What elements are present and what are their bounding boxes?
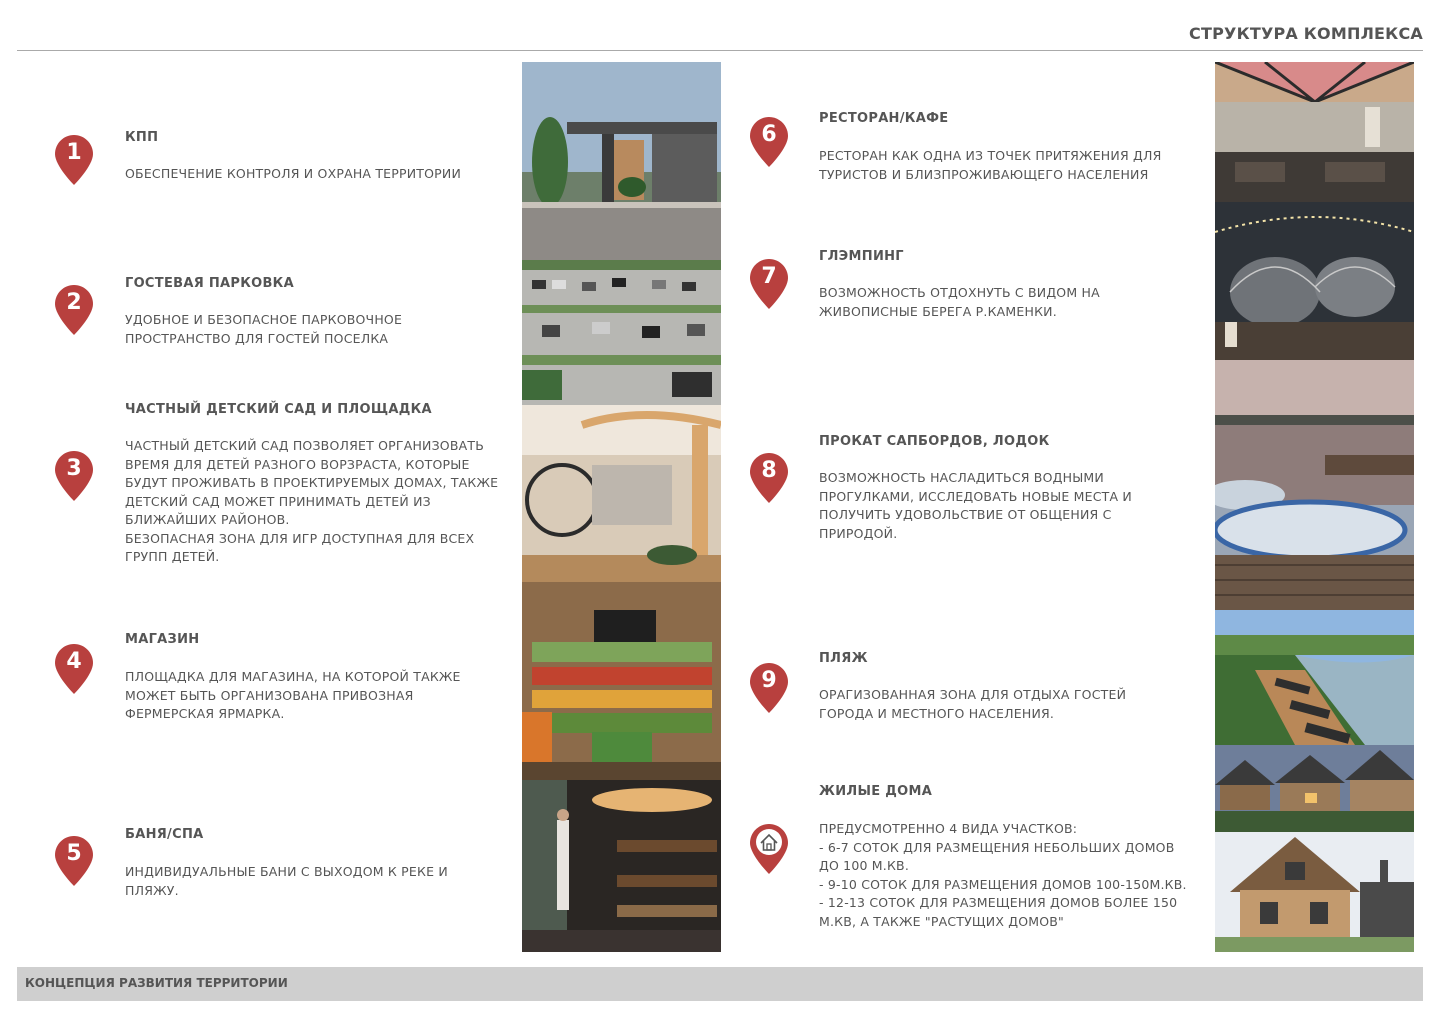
sup-boards-photo	[1215, 360, 1414, 610]
pin-number: 7	[761, 264, 777, 289]
parking-lot-photo	[522, 260, 721, 405]
map-pin-icon	[54, 450, 94, 502]
sauna-photo	[522, 780, 721, 952]
farm-shop-photo	[522, 582, 721, 780]
item-description: РЕСТОРАН КАК ОДНА ИЗ ТОЧЕК ПРИТЯЖЕНИЯ ДЛЯ ТУРИСТОВ И БЛИЗПРОЖИВАЮЩЕГО НАСЕЛЕНИЯ	[819, 148, 1162, 182]
pin-number: 9	[761, 668, 777, 693]
map-pin-icon	[749, 116, 789, 168]
pin-number: 1	[66, 140, 82, 165]
item-description: ОБЕСПЕЧЕНИЕ КОНТРОЛЯ И ОХРАНА ТЕРРИТОРИИ	[125, 166, 462, 181]
playground-photo	[522, 405, 721, 582]
item-description: УДОБНОЕ И БЕЗОПАСНОЕ ПАРКОВОЧНОЕ ПРОСТРАНСТВО ДЛЯ ГОСТЕЙ ПОСЕЛКА	[125, 312, 403, 346]
beach-loungers-photo	[1215, 610, 1414, 745]
item-title: РЕСТОРАН/КАФЕ	[819, 111, 949, 126]
item-description: ПРЕДУСМОТРЕННО 4 ВИДА УЧАСТКОВ: - 6-7 СОТОК ДЛЯ РАЗМЕЩЕНИЯ НЕБОЛЬШИХ ДОМОВ ДО 100 М.КВ. - 9-10 СОТОК ДЛЯ РАЗМЕЩЕНИЯ ДОМОВ 100-150М.КВ. - 12-13 СОТОК ДЛЯ РАЗМЕЩЕНИЯ ДОМОВ БОЛЕЕ 150 М.КВ, А ТАКЖЕ "РАСТУЩИХ ДОМОВ"	[819, 821, 1187, 929]
pin-number: 6	[761, 122, 777, 147]
pin-number: 3	[66, 456, 82, 481]
item-title: ЧАСТНЫЙ ДЕТСКИЙ САД И ПЛОЩАДКА	[125, 402, 432, 417]
house-facade-photo	[1215, 832, 1414, 952]
item-description: ОРАГИЗОВАННАЯ ЗОНА ДЛЯ ОТДЫХА ГОСТЕЙ ГОРОДА И МЕСТНОГО НАСЕЛЕНИЯ.	[819, 687, 1127, 721]
item-title: ГОСТЕВАЯ ПАРКОВКА	[125, 276, 294, 291]
footer-bar	[17, 967, 1423, 1001]
item-title: БАНЯ/СПА	[125, 827, 204, 842]
header-divider	[17, 50, 1423, 51]
item-description: ВОЗМОЖНОСТЬ НАСЛАДИТЬСЯ ВОДНЫМИ ПРОГУЛКАМИ, ИССЛЕДОВАТЬ НОВЫЕ МЕСТА И ПОЛУЧИТЬ УДОВОЛЬСТВИЕ ОТ ОБЩЕНИЯ С ПРИРОДОЙ.	[819, 470, 1132, 541]
page-title: СТРУКТУРА КОМПЛЕКСА	[1189, 24, 1423, 43]
map-pin-icon	[54, 643, 94, 695]
houses-row-photo	[1215, 745, 1414, 832]
restaurant-dome-photo	[1215, 62, 1414, 202]
map-pin-icon	[54, 134, 94, 186]
pin-number: 5	[66, 841, 82, 866]
item-description: ЧАСТНЫЙ ДЕТСКИЙ САД ПОЗВОЛЯЕТ ОРГАНИЗОВАТЬ ВРЕМЯ ДЛЯ ДЕТЕЙ РАЗНОГО ВОРЗРАСТА, КОТОРЫЕ БУДУТ ПРОЖИВАТЬ В ПРОЕКТИРУЕМЫХ ДОМАХ, ТАКЖЕ ДЕТСКИЙ САД МОЖЕТ ПРИНИМАТЬ ДЕТЕЙ ИЗ БЛИЖАЙШИХ РАЙОНОВ. БЕЗОПАСНАЯ ЗОНА ДЛЯ ИГР ДОСТУПНАЯ ДЛЯ ВСЕХ ГРУПП ДЕТЕЙ.	[125, 438, 499, 564]
pin-number: 4	[66, 649, 82, 674]
item-description: ПЛОЩАДКА ДЛЯ МАГАЗИНА, НА КОТОРОЙ ТАКЖЕ МОЖЕТ БЫТЬ ОРГАНИЗОВАНА ПРИВОЗНАЯ ФЕРМЕРСКАЯ ЯРМАРКА.	[125, 669, 461, 721]
item-description: ИНДИВИДУАЛЬНЫЕ БАНИ С ВЫХОДОМ К РЕКЕ И ПЛЯЖУ.	[125, 864, 448, 898]
map-pin-icon	[749, 662, 789, 714]
map-pin-icon	[749, 452, 789, 504]
item-title: МАГАЗИН	[125, 632, 200, 647]
item-description: ВОЗМОЖНОСТЬ ОТДОХНУТЬ С ВИДОМ НА ЖИВОПИСНЫЕ БЕРЕГА Р.КАМЕНКИ.	[819, 285, 1100, 319]
map-pin-icon	[54, 284, 94, 336]
glamping-domes-photo	[1215, 202, 1414, 360]
checkpoint-gate-photo	[522, 62, 721, 260]
item-title: ПЛЯЖ	[819, 651, 868, 666]
item-title: ПРОКАТ САПБОРДОВ, ЛОДОК	[819, 434, 1050, 449]
item-title: КПП	[125, 130, 159, 145]
item-title: ГЛЭМПИНГ	[819, 249, 904, 264]
map-pin-icon	[749, 258, 789, 310]
footer-label: КОНЦЕПЦИЯ РАЗВИТИЯ ТЕРРИТОРИИ	[25, 976, 288, 990]
house-pin-icon	[749, 823, 789, 875]
map-pin-icon	[54, 835, 94, 887]
pin-number: 2	[66, 290, 82, 315]
item-title: ЖИЛЫЕ ДОМА	[819, 784, 933, 799]
pin-number: 8	[761, 458, 777, 483]
